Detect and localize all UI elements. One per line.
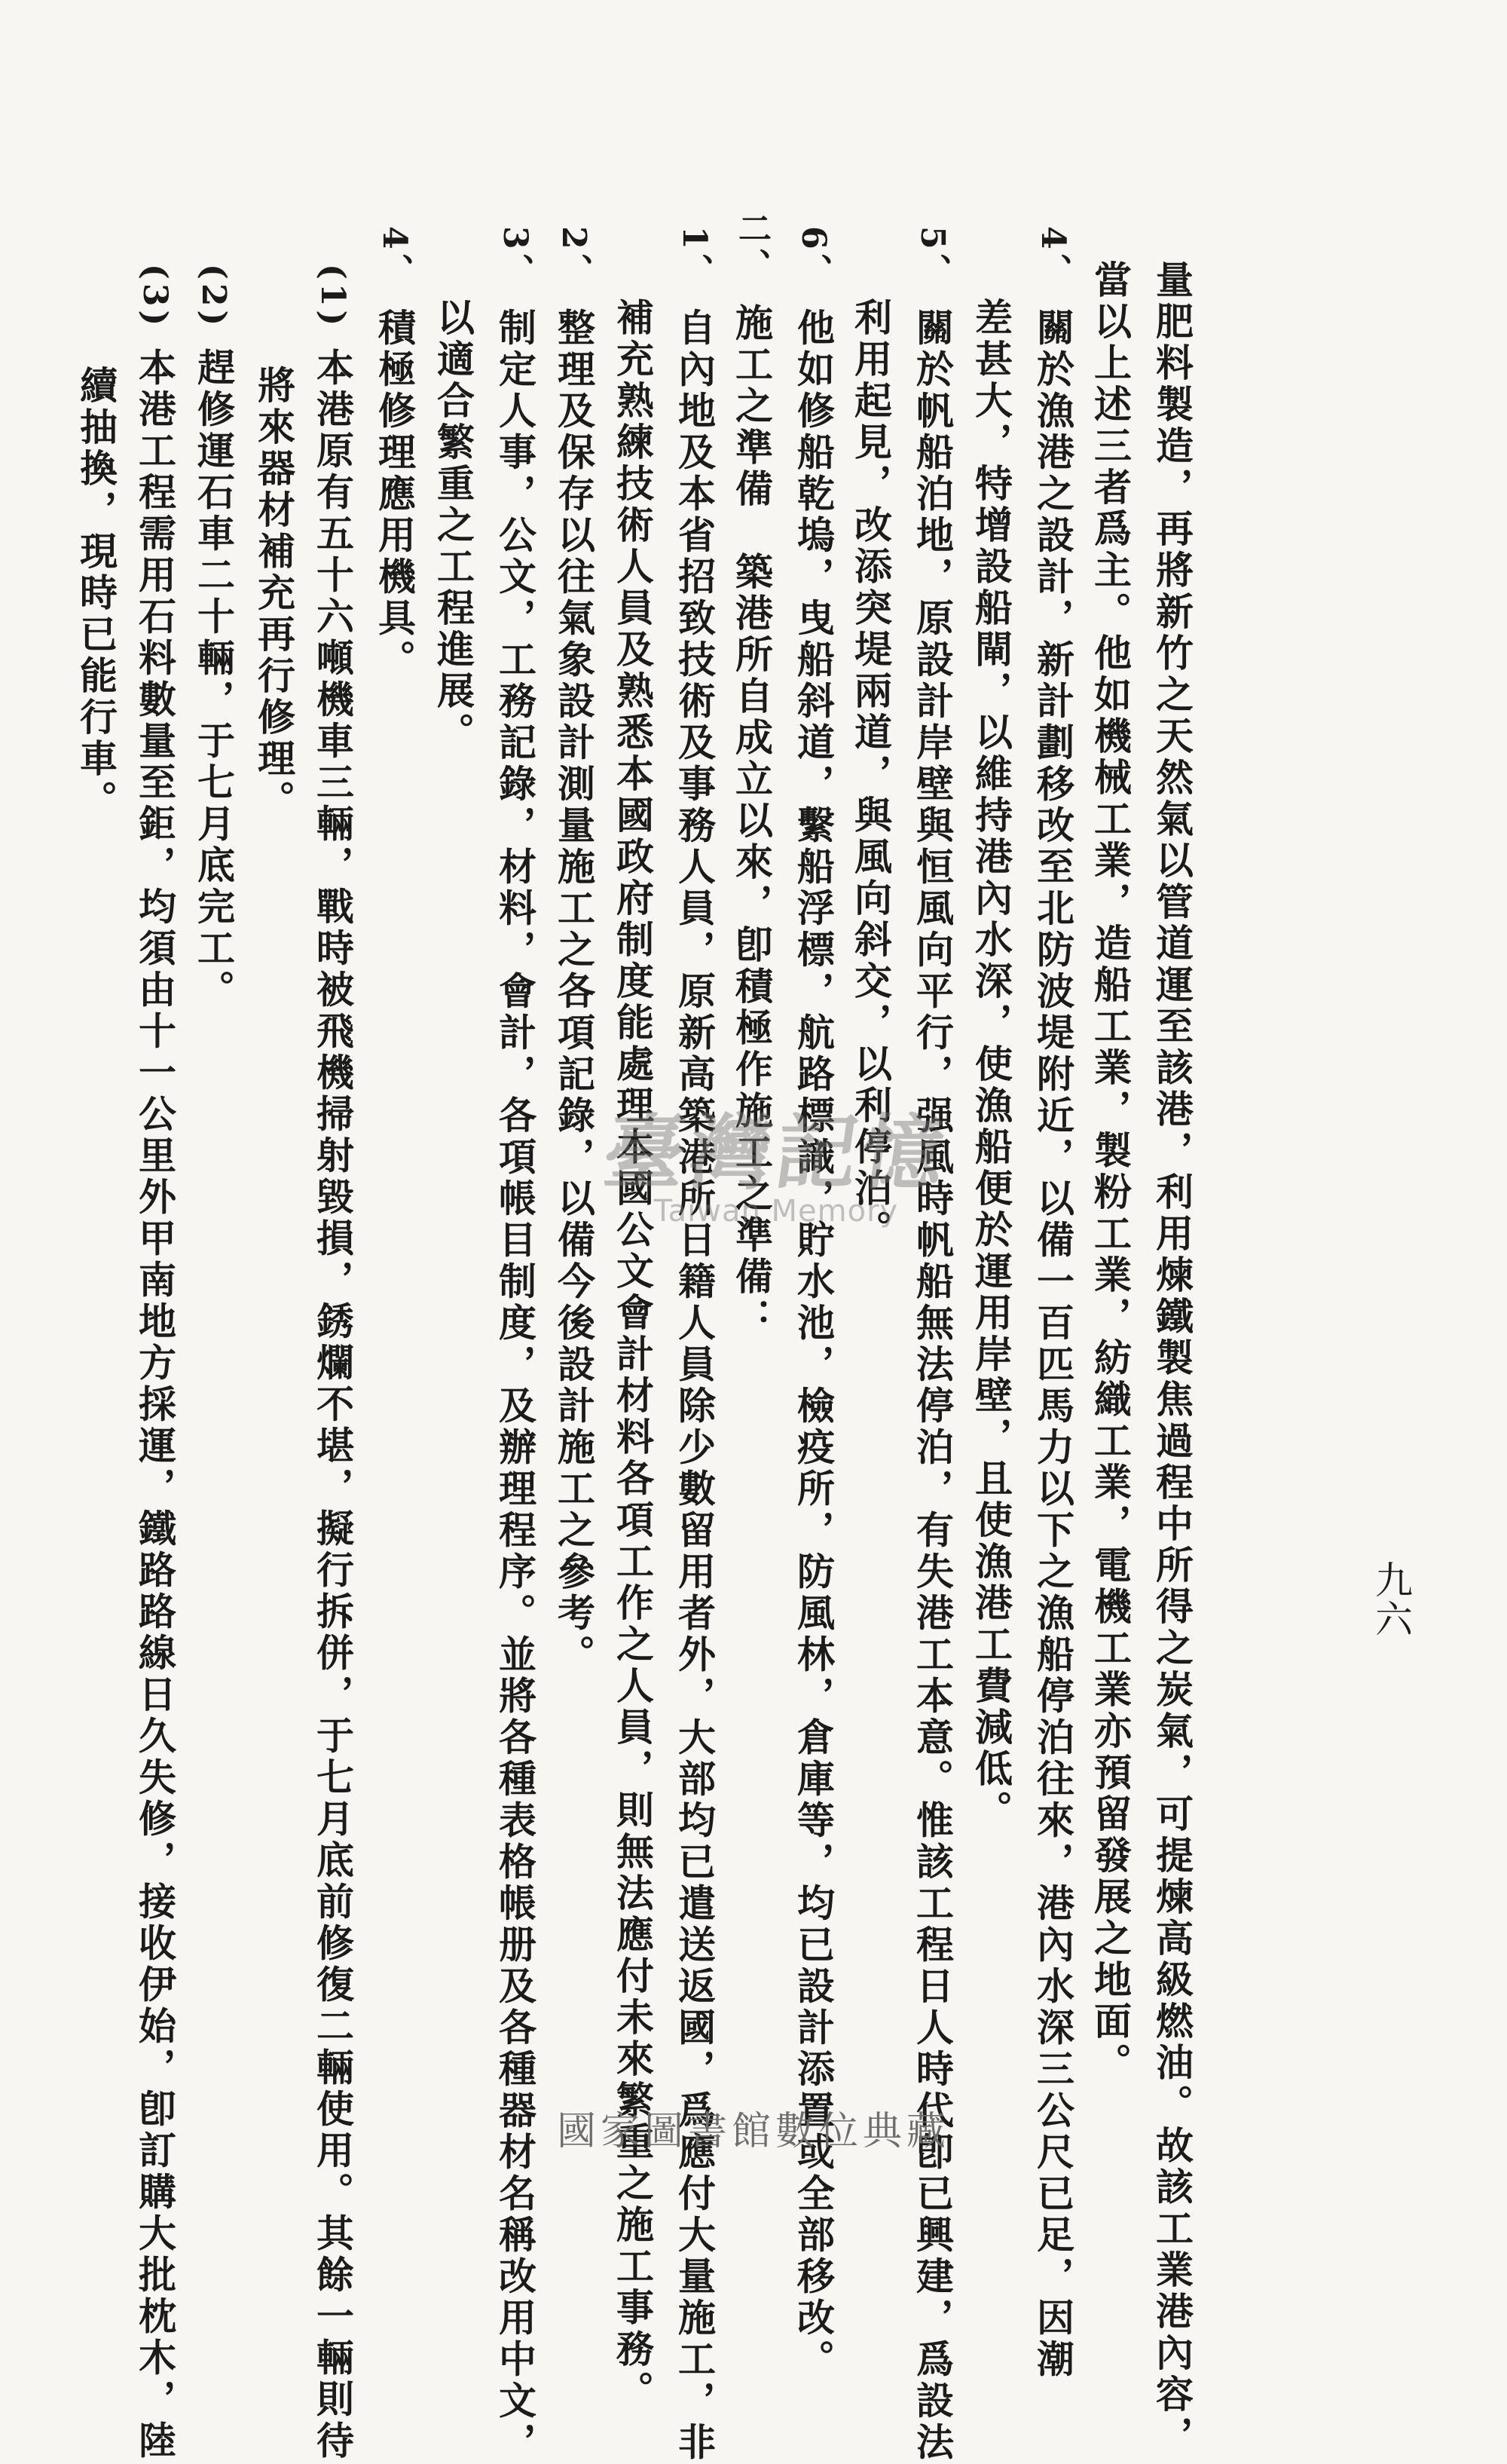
- text-column-4: [969, 298, 1013, 1832]
- column-11-marker: 2、: [555, 226, 593, 290]
- text-column-16: [252, 366, 295, 822]
- column-7-marker: 6、: [794, 226, 833, 290]
- column-9-marker: 1、: [675, 226, 714, 290]
- column-7-text: 他如修船乾塢，曳船斜道，繫船浮標，航路標識，貯水池，檢疫所，防風林，倉庫等，均已設計添置或全部移改。: [791, 308, 836, 2381]
- column-18-marker: (3): [136, 264, 174, 330]
- watermark-sub: Taiwan Memory: [653, 1194, 899, 1229]
- column-12-text: 制定人事，公文，工務記錄，材料，會計，各項帳目制度，及辦理程序。並將各種表格帳册及各種器材名稱改用中文，: [493, 308, 537, 2464]
- column-1-text: 量肥料製造，再將新竹之天然氣以管道運至該港，利用煉鐵製焦過程中所得之炭氣，可提煉高級燃油。故該工業港內容，: [1150, 260, 1194, 2457]
- column-19-text: 續抽換，現時已能行車。: [74, 366, 118, 822]
- section-2-text: 施工之準備 築港所自成立以來，卽積極作施工之準備：: [729, 303, 774, 1339]
- section-heading-column: [729, 211, 773, 1339]
- footer-collection-label: 國家圖書館數位典藏: [556, 2109, 950, 2154]
- text-column-6: [848, 298, 892, 1251]
- column-3-marker: 4、: [1034, 226, 1072, 290]
- column-14-text: 積極修理應用機具。: [372, 308, 417, 681]
- section-2-marker: 二、: [732, 211, 771, 285]
- column-14-marker: 4、: [375, 226, 414, 290]
- text-column-7: [791, 226, 835, 2381]
- column-3-text: 關於漁港之設計，新計劃移改至北防波堤附近，以備一百匹馬力以下之漁船停泊往來，港內水深三公尺已足，因潮: [1031, 308, 1075, 2381]
- text-column-13: [431, 298, 475, 754]
- column-5-text: 關於帆船泊地，原設計岸壁與恒風向平行，强風時帆船無法停泊，有失港工本意。惟該工程日人時代卽已興建，爲設法: [910, 308, 955, 2464]
- column-5-marker: 5、: [913, 226, 952, 290]
- page-number: 九六: [1369, 1560, 1413, 1639]
- column-2-text: 當以上述三者爲主。他如機械工業，造船工業，製粉工業，紡織工業，電機工業亦預留發展之地面。: [1088, 260, 1133, 2084]
- column-13-text: 以適合繁重之工程進展。: [431, 298, 475, 754]
- text-column-11: [552, 226, 595, 1676]
- text-column-19: [74, 366, 118, 822]
- column-15-marker: (1): [313, 264, 352, 330]
- column-12-marker: 3、: [496, 226, 534, 290]
- column-4-text: 差甚大，特增設船閘，以維持港內水深，使漁船便於運用岸壁，且使漁港工費減低。: [969, 298, 1013, 1832]
- column-16-text: 將來器材補充再行修理。: [252, 366, 296, 822]
- column-18-text: 本港工程需用石料數量至鉅，均須由十一公里外甲南地方採運，鐵路路線日久失修，接收伊始，卽訂購大批枕木，陸: [133, 347, 177, 2462]
- text-column-3: [1031, 226, 1074, 2381]
- column-17-text: 趕修運石車二十輛，于七月底完工。: [191, 347, 236, 1012]
- text-column-17: [191, 264, 235, 1011]
- column-11-text: 整理及保存以往氣象設計測量施工之各項記錄，以備今後設計施工之參考。: [552, 308, 596, 1676]
- column-9-text: 自內地及本省招致技術及事務人員，原新高築港所日籍人員除少數留用者外，大部均已遣送返國，爲應付大量施工，非: [672, 308, 717, 2464]
- text-column-14: [372, 226, 416, 681]
- column-17-marker: (2): [194, 264, 233, 330]
- column-15-text: 本港原有五十六噸機車三輛，戰時被飛機掃射毀損，銹爛不堪，擬行拆併，于七月底前修復二輛使用。其餘一輛則待: [310, 347, 355, 2462]
- column-10-text: 補充熟練技術人員及熟悉本國政府制度能處理本國公文會計材料各項工作之人員，則無法應付未來繁重之施工事務。: [610, 298, 655, 2412]
- column-6-text: 利用起見，改添突堤兩道，與風向斜交，以利停泊。: [848, 298, 893, 1251]
- text-column-2: [1088, 260, 1132, 2084]
- text-column-10: [610, 298, 654, 2412]
- watermark-main: 臺灣記憶: [598, 1106, 955, 1201]
